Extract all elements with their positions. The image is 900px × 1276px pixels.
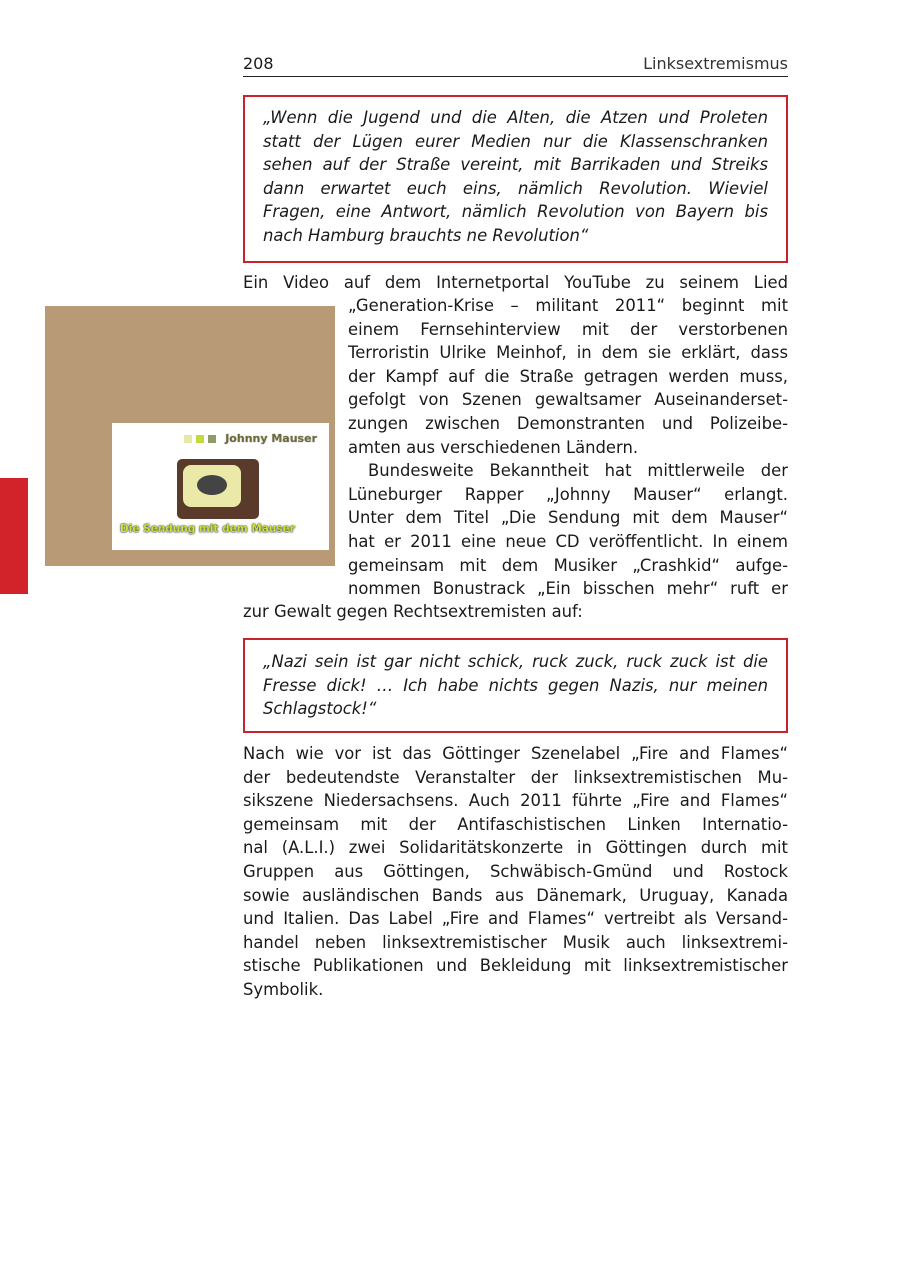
text-line: amten aus verschiedenen Ländern.	[348, 437, 639, 457]
paragraph-video	[243, 271, 788, 295]
text-line: einem Fernsehinterview mit der verstorbenen	[348, 319, 788, 339]
cd-cover-image	[45, 306, 335, 566]
text-line: Lüneburger Rapper „Johnny Mauser“ erlangt.	[348, 484, 788, 504]
text-line: Ein Video auf dem Internetportal YouTube zu seinem Lied	[243, 273, 788, 292]
deco-square	[196, 435, 204, 443]
text-line: gemeinsam mit der Antifaschistischen Linken Internatio-	[243, 814, 788, 834]
text-line: und Italien. Das Label „Fire and Flames“ vertreibt als Versand-	[243, 909, 788, 929]
text-line: der bedeutendste Veranstalter der linksextremistischen Mu-	[243, 767, 788, 787]
text-line: nal (A.L.I.) zwei Solidaritätskonzerte in Göttingen durch mit	[243, 838, 788, 858]
text-line: Terroristin Ulrike Meinhof, in dem sie erklärt, dass	[348, 343, 788, 363]
text-line: stische Publikationen und Bekleidung mit linksextremistischer	[243, 956, 788, 976]
paragraph-wrapped	[348, 294, 788, 601]
page-number: 208	[243, 54, 274, 73]
deco-square	[208, 435, 216, 443]
text-line: Bundesweite Bekanntheit hat mittlerweile der	[368, 461, 788, 481]
text-line: gemeinsam mit dem Musiker „Crashkid“ aufge-	[348, 555, 788, 575]
paragraph-fire-and-flames	[243, 742, 788, 1002]
quote-line: statt der Lügen eurer Medien nur die Klassenschranken	[263, 131, 768, 151]
text-line: Unter dem Titel „Die Sendung mit dem Mauser“	[348, 508, 788, 528]
text-line: sikszene Niedersachsens. Auch 2011 führte „Fire and Flames“	[243, 791, 788, 811]
quote-line: sehen auf der Straße vereint, mit Barrikaden und Streiks	[263, 155, 768, 175]
text-line: Symbolik.	[243, 979, 324, 999]
text-line: gefolgt von Szenen gewaltsamer Auseinanderset-	[348, 390, 788, 410]
quote-line: Schlagstock!“	[263, 699, 377, 719]
text-line: der Kampf auf die Straße getragen werden muss,	[348, 366, 788, 386]
paragraph-end	[243, 600, 788, 624]
section-title: Linksextremismus	[643, 54, 788, 73]
text-line: zungen zwischen Demonstranten und Polizeibe-	[348, 413, 788, 433]
text-line: hat er 2011 eine neue CD veröffentlicht. In einem	[348, 531, 788, 551]
quote-line: „Nazi sein ist gar nicht schick, ruck zuck, ruck zuck ist die	[263, 652, 768, 671]
quote-line: „Wenn die Jugend und die Alten, die Atzen und Proleten	[263, 108, 768, 127]
deco-square	[184, 435, 192, 443]
text-line: Nach wie vor ist das Göttinger Szenelabel „Fire and Flames“	[243, 744, 788, 763]
tv-icon	[177, 459, 259, 519]
quote-line: nach Hamburg brauchts ne Revolution“	[263, 225, 589, 245]
text-line: nommen Bonustrack „Ein bisschen mehr“ ruft er	[348, 579, 788, 599]
cover-album-title: Die Sendung mit dem Mauser	[120, 523, 295, 535]
text-line: Gruppen aus Göttingen, Schwäbisch-Gmünd und Rostock	[243, 861, 788, 881]
cover-artist: Johnny Mauser	[225, 432, 317, 445]
quote-box-lyrics	[243, 95, 788, 263]
text-line: „Generation-Krise – militant 2011“ beginnt mit	[348, 296, 788, 315]
quote-line: dann erwartet euch eins, nämlich Revolution. Wieviel	[263, 178, 768, 198]
text-line: sowie ausländischen Bands aus Dänemark, Uruguay, Kanada	[243, 885, 788, 905]
quote-box-bonustrack	[243, 638, 788, 733]
running-header	[243, 52, 788, 77]
text-line: zur Gewalt gegen Rechtsextremisten auf:	[243, 602, 583, 621]
quote-line: Fresse dick! … Ich habe nichts gegen Nazis, nur meinen	[263, 675, 768, 695]
cd-label-card	[112, 423, 329, 550]
chapter-marker-tab	[0, 478, 28, 594]
text-line: handel neben linksextremistischer Musik auch linksextremi-	[243, 932, 788, 952]
quote-line: Fragen, eine Antwort, nämlich Revolution von Bayern bis	[263, 202, 768, 222]
